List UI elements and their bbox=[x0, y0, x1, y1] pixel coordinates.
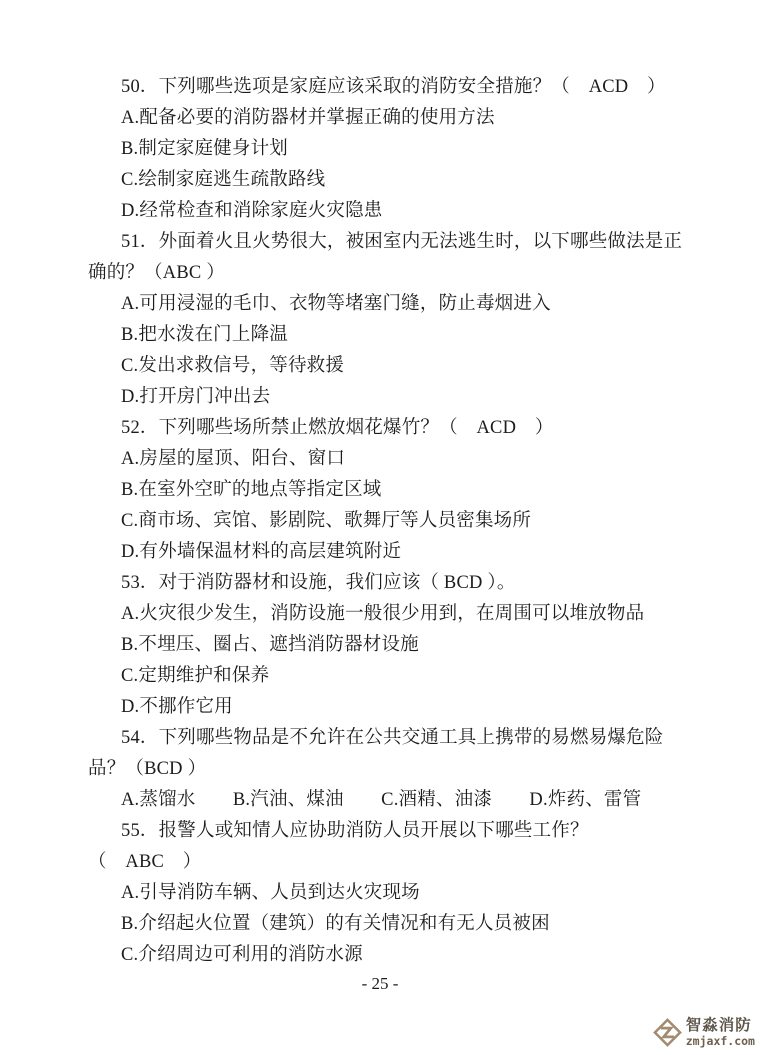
continuation-line: （ ABC ） bbox=[88, 852, 202, 872]
option-line: C.商市场、宾馆、影剧院、歌舞厅等人员密集场所 bbox=[121, 511, 532, 531]
option-line: A.引导消防车辆、人员到达火灾现场 bbox=[121, 883, 420, 903]
option-line: D.有外墙保温材料的高层建筑附近 bbox=[121, 542, 402, 562]
question-line: 50．下列哪些选项是家庭应该采取的消防安全措施？（ ACD ） bbox=[121, 77, 666, 97]
quiz-content bbox=[88, 72, 688, 971]
option-line: C.绘制家庭逃生疏散路线 bbox=[121, 170, 326, 190]
option-line: B.制定家庭健身计划 bbox=[121, 139, 288, 159]
brand-watermark bbox=[652, 1017, 755, 1048]
question-line: 51．外面着火且火势很大，被困室内无法逃生时，以下哪些做法是正 bbox=[121, 232, 683, 252]
option-line: A.配备必要的消防器材并掌握正确的使用方法 bbox=[121, 108, 495, 128]
option-line: A.蒸馏水 B.汽油、煤油 C.酒精、油漆 D.炸药、雷管 bbox=[121, 790, 642, 810]
option-line: B.不埋压、圈占、遮挡消防器材设施 bbox=[121, 635, 419, 655]
continuation-line: 确的？（ABC ） bbox=[88, 263, 225, 283]
brand-text-block bbox=[686, 1018, 755, 1047]
page-number: - 25 - bbox=[361, 974, 399, 993]
question-line: 53．对于消防器材和设施，我们应该（ BCD ）。 bbox=[121, 573, 516, 593]
option-line: D.打开房门冲出去 bbox=[121, 387, 271, 407]
option-line: C.定期维护和保养 bbox=[121, 666, 270, 686]
question-line: 52．下列哪些场所禁止燃放烟花爆竹？（ ACD ） bbox=[121, 418, 554, 438]
option-line: B.介绍起火位置（建筑）的有关情况和有无人员被困 bbox=[121, 914, 550, 934]
option-line: B.把水泼在门上降温 bbox=[121, 325, 288, 345]
diamond-z-logo-icon bbox=[652, 1017, 683, 1048]
option-line: A.可用浸湿的毛巾、衣物等堵塞门缝，防止毒烟进入 bbox=[121, 294, 551, 314]
option-line: C.发出求救信号，等待救援 bbox=[121, 356, 345, 376]
option-line: D.不挪作它用 bbox=[121, 697, 233, 717]
option-line: D.经常检查和消除家庭火灾隐患 bbox=[121, 201, 383, 221]
question-line: 55．报警人或知情人应协助消防人员开展以下哪些工作？ bbox=[121, 821, 589, 841]
option-line: C.介绍周边可利用的消防水源 bbox=[121, 945, 363, 965]
page-footer bbox=[88, 974, 672, 994]
question-line: 54．下列哪些物品是不允许在公共交通工具上携带的易燃易爆危险 bbox=[121, 728, 664, 748]
brand-name: 智淼消防 bbox=[685, 1017, 752, 1034]
continuation-line: 品？（BCD ） bbox=[88, 759, 207, 779]
option-line: A.房屋的屋顶、阳台、窗口 bbox=[121, 449, 346, 469]
option-line: A.火灾很少发生，消防设施一般很少用到，在周围可以堆放物品 bbox=[121, 604, 645, 624]
brand-site-url: zmjaxf.com bbox=[685, 1033, 755, 1048]
option-line: B.在室外空旷的地点等指定区域 bbox=[121, 480, 382, 500]
